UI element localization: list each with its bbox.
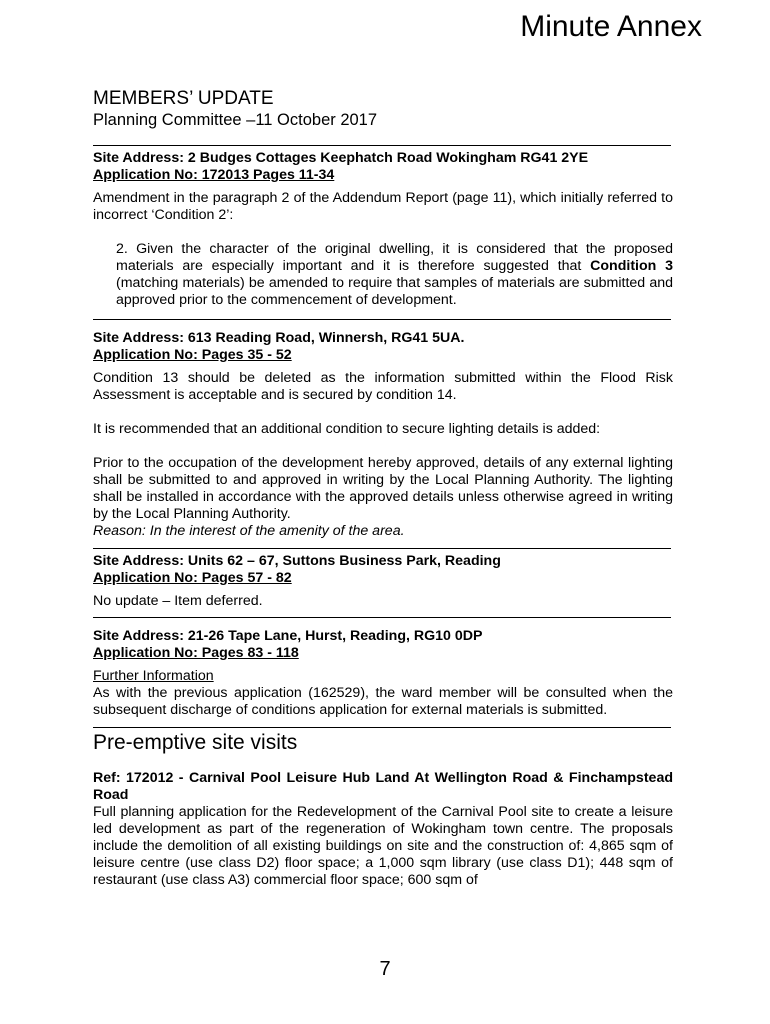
site-address: Site Address: 2 Budges Cottages Keephatch Road Wokingham RG41 2YE <box>93 150 589 166</box>
item-paragraph: Amendment in the paragraph 2 of the Addendum Report (page 11), which initially referred to incorrect ‘Condition 2’: <box>93 190 673 223</box>
preemptive-heading: Pre-emptive site visits <box>93 731 298 754</box>
item-suttons-business-park <box>93 553 673 610</box>
application-number: Application No: Pages 35 - 52 <box>93 347 292 363</box>
divider <box>93 548 671 549</box>
quoted-condition <box>116 241 673 309</box>
item-tape-lane <box>93 628 673 719</box>
further-information-label: Further Information <box>93 668 214 684</box>
document-body <box>93 88 673 889</box>
site-address: Site Address: 613 Reading Road, Winnersh, RG41 5UA. <box>93 330 465 346</box>
item-paragraph: No update – Item deferred. <box>93 593 263 609</box>
item-budges-cottages <box>93 150 673 309</box>
item-reading-road <box>93 330 673 540</box>
item-paragraph: Condition 13 should be deleted as the information submitted within the Flood Risk Assessment is acceptable and is secured by condition 14. <box>93 370 673 403</box>
preemptive-paragraph: Full planning application for the Redevelopment of the Carnival Pool site to create a leisure led development as part of the regeneration of Wokingham town centre. The proposals include the demolition of all existing buildings on site and the construction of: 4,865 sqm of leisure centre (use class D2) floor space; a 1,000 sqm library (use class D1); 448 sqm of restaurant (use class A3) commercial floor space; 600 sqm of <box>93 804 673 888</box>
preemptive-ref: Ref: 172012 - Carnival Pool Leisure Hub Land At Wellington Road & Finchampstead Road <box>93 770 673 803</box>
application-number: Application No: Pages 83 - 118 <box>93 645 299 661</box>
annex-title: Minute Annex <box>520 10 702 43</box>
application-number: Application No: Pages 57 - 82 <box>93 570 292 586</box>
condition-reason: Reason: In the interest of the amenity of the area. <box>93 523 405 539</box>
site-address: Site Address: Units 62 – 67, Suttons Business Park, Reading <box>93 553 501 569</box>
committee-date-heading: Planning Committee –11 October 2017 <box>93 111 378 129</box>
quote-text-after: (matching materials) be amended to require that samples of materials are submitted and approved prior to the commencement of development. <box>116 275 673 308</box>
lighting-condition: Prior to the occupation of the development hereby approved, details of any external lighting shall be submitted to and approved in writing by the Local Planning Authority. The lighting shall be installed in accordance with the approved details unless otherwise agreed in writing by the Local Planning Authority. <box>93 455 673 522</box>
application-number: Application No: 172013 Pages 11-34 <box>93 167 335 183</box>
item-paragraph: It is recommended that an additional condition to secure lighting details is added: <box>93 421 601 437</box>
quote-text-before: 2. Given the character of the original dwelling, it is considered that the proposed materials are especially important and it is therefore suggested that <box>116 241 673 274</box>
divider <box>93 727 671 728</box>
page-number: 7 <box>379 958 391 980</box>
divider <box>93 145 671 146</box>
divider <box>93 319 671 320</box>
divider <box>93 617 671 618</box>
item-paragraph: As with the previous application (162529), the ward member will be consulted when the subsequent discharge of conditions application for external materials is submitted. <box>93 685 673 718</box>
site-address: Site Address: 21-26 Tape Lane, Hurst, Reading, RG10 0DP <box>93 628 483 644</box>
members-update-heading: MEMBERS’ UPDATE <box>93 88 274 109</box>
quote-condition-bold: Condition 3 <box>590 258 673 274</box>
